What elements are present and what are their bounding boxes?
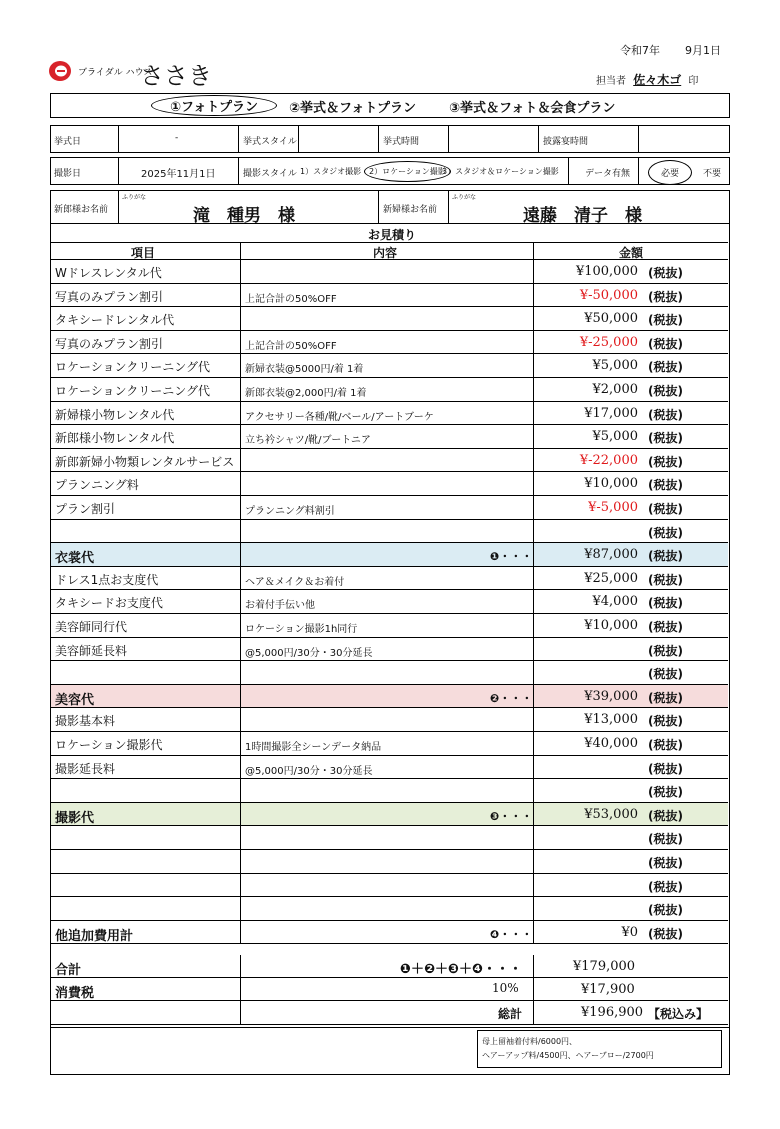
row-subtotal-mark: ❷・・・	[490, 691, 533, 705]
staff-line	[596, 71, 698, 88]
row-content: @5,000円/30分・30分延長	[245, 765, 373, 777]
estimate-row	[51, 590, 728, 614]
logo-brand-big: ささき	[140, 62, 212, 90]
plan-selector	[50, 93, 730, 118]
issue-era-year: 令和7年	[620, 44, 660, 57]
row-content: 上記合計の50%OFF	[245, 293, 337, 305]
subtotal-row	[51, 955, 728, 978]
row-tax-label: (税抜)	[648, 620, 683, 634]
consumption-tax-value: ¥17,900	[581, 982, 635, 997]
staff-label: 担当者	[596, 76, 626, 87]
estimate-row	[51, 826, 728, 850]
row-content: プランニング料割引	[245, 506, 335, 517]
row-item: プランニング料	[55, 478, 139, 493]
style-option-location[interactable]: 2）ロケーション撮影	[364, 161, 451, 182]
issue-date	[620, 42, 721, 58]
estimate-row	[51, 402, 728, 426]
plan-option-ceremony-photo-dinner[interactable]: ③挙式＆フォト＆会食プラン	[449, 101, 616, 116]
row-price: ¥10,000	[584, 618, 638, 633]
row-price: ¥13,000	[584, 712, 638, 728]
row-price: ¥17,000	[584, 405, 638, 421]
issue-month-day: 9月1日	[685, 44, 721, 57]
ceremony-time-label: 挙式時間	[383, 137, 420, 147]
row-tax-label: (税抜)	[648, 478, 683, 493]
row-price: ¥87,000	[584, 547, 638, 563]
row-tax-label: (税抜)	[648, 549, 683, 564]
row-tax-label: (税抜)	[648, 360, 683, 375]
row-item: 撮影基本料	[55, 714, 116, 729]
row-tax-label: (税抜)	[648, 856, 683, 870]
ceremony-date-value: -	[175, 133, 179, 143]
row-tax-label: (税抜)	[648, 761, 683, 776]
row-content: 上記合計の50%OFF	[245, 340, 337, 352]
subtotal-label: 合計	[55, 963, 82, 978]
row-price: ¥5,000	[592, 429, 638, 445]
data-needed-label: データ有無	[585, 169, 631, 179]
row-content: アクセサリー各種/靴/ベール/アートブーケ	[245, 411, 434, 423]
estimate-row	[51, 874, 728, 898]
row-item: 衣裳代	[55, 551, 95, 567]
estimate-row	[51, 307, 728, 331]
row-price: ¥-25,000	[579, 334, 638, 350]
row-item: ロケーション撮影代	[55, 738, 163, 752]
ceremony-date-label: 挙式日	[54, 137, 82, 147]
shoot-style-label: 撮影スタイル	[243, 169, 297, 179]
row-tax-label: (税抜)	[648, 832, 683, 847]
ceremony-style-label: 挙式スタイル	[243, 137, 297, 147]
row-tax-label: (税抜)	[648, 903, 683, 918]
estimate-row	[51, 378, 728, 402]
shoot-date-label: 撮影日	[54, 169, 82, 179]
estimate-row	[51, 708, 728, 732]
row-item: タキシードお支度代	[55, 596, 163, 611]
row-price: ¥10,000	[584, 476, 638, 492]
estimate-row	[51, 496, 728, 520]
row-price: ¥5,000	[592, 358, 638, 374]
row-item: 撮影延長料	[55, 761, 116, 776]
row-price: ¥39,000	[584, 688, 638, 704]
bride-furigana-label: ふりがな	[452, 194, 477, 201]
notes-box	[477, 1030, 722, 1068]
row-item: 他追加費用計	[55, 928, 134, 944]
estimate-row	[51, 638, 728, 662]
bride-name-label: 新婦様お名前	[383, 205, 438, 215]
row-price: ¥0	[621, 924, 638, 940]
row-item: ドレス1点お支度代	[55, 572, 159, 587]
row-item: Wドレスレンタル代	[55, 266, 162, 280]
row-subtotal-mark: ❸・・・	[490, 809, 533, 823]
row-tax-label: (税抜)	[648, 525, 683, 540]
col-amount-header: 金額	[619, 246, 644, 260]
row-item: 美容代	[55, 692, 95, 708]
estimate-header-row	[51, 243, 728, 260]
groom-furigana-label: ふりがな	[122, 194, 147, 201]
row-price: ¥-50,000	[579, 287, 638, 303]
row-tax-label: (税抜)	[648, 431, 683, 446]
grand-total-value: ¥196,900	[581, 1005, 644, 1020]
row-tax-label: (税抜)	[648, 384, 683, 398]
data-option-needed[interactable]: 必要	[648, 160, 692, 185]
seal-label: 印	[688, 76, 699, 87]
consumption-tax-label: 消費税	[55, 986, 95, 1001]
bride-name: 遠藤 清子 様	[523, 206, 642, 226]
grand-total-row	[51, 1001, 728, 1025]
estimate-title: お見積り	[368, 228, 417, 242]
row-item: 新郎新婦小物類レンタルサービス	[55, 454, 235, 469]
row-price: ¥53,000	[584, 806, 638, 822]
plan-option-photo[interactable]: ①フォトプラン	[151, 95, 277, 116]
estimate-row	[51, 779, 728, 803]
row-content: お着付手伝い他	[245, 600, 315, 612]
row-tax-label: (税抜)	[648, 808, 683, 823]
row-tax-label: (税抜)	[648, 690, 683, 705]
estimate-row	[51, 260, 728, 284]
estimate-row	[51, 732, 728, 756]
row-price: ¥2,000	[592, 382, 638, 397]
row-content: ロケーション撮影1h同行	[245, 624, 358, 635]
plan-option-ceremony-photo[interactable]: ②挙式＆フォトプラン	[289, 101, 416, 116]
row-tax-label: (税抜)	[648, 643, 683, 658]
row-content: ヘア＆メイク＆お着付	[245, 576, 345, 588]
row-item: 美容師延長料	[55, 643, 128, 658]
row-price: ¥100,000	[575, 264, 638, 279]
row-price: ¥40,000	[584, 736, 638, 751]
row-item: 撮影代	[55, 810, 95, 826]
estimate-row	[51, 567, 728, 591]
row-price: ¥50,000	[584, 311, 638, 327]
estimate-row	[51, 520, 728, 544]
consumption-tax-rate: 10%	[492, 981, 519, 995]
row-content: @5,000円/30分・30分延長	[245, 647, 373, 659]
estimate-row	[51, 354, 728, 378]
groom-name: 滝 種男 様	[193, 206, 295, 226]
estimate-subtotal-row	[51, 685, 728, 709]
names-row	[50, 190, 730, 226]
style-option-studio[interactable]: 1）スタジオ撮影	[300, 167, 362, 176]
row-price: ¥-22,000	[579, 452, 638, 468]
row-tax-label: (税抜)	[648, 879, 683, 894]
row-tax-label: (税抜)	[648, 502, 683, 516]
row-tax-label: (税抜)	[648, 596, 683, 611]
style-option-studio-location[interactable]: 3）スタジオ＆ロケーション撮影	[442, 167, 559, 176]
estimate-subtotal-row	[51, 543, 728, 567]
estimate-row	[51, 661, 728, 685]
estimate-title-row	[51, 224, 728, 243]
ceremony-info-row	[50, 125, 730, 153]
note-line-2: ヘアーアップ料/4500円、ヘアーブロー/2700円	[482, 1051, 654, 1060]
estimate-row	[51, 331, 728, 355]
estimate-row	[51, 897, 728, 921]
row-tax-label: (税抜)	[648, 336, 683, 351]
row-content: 新婦衣装@5000円/着 1着	[245, 364, 364, 376]
row-subtotal-mark: ❶・・・	[490, 550, 533, 564]
row-price: ¥25,000	[584, 570, 638, 586]
estimate-row	[51, 614, 728, 638]
grand-total-label: 総計	[498, 1007, 523, 1021]
estimate-table	[50, 223, 730, 1028]
row-item: タキシードレンタル代	[55, 313, 175, 328]
estimate-row	[51, 284, 728, 308]
estimate-row	[51, 850, 728, 874]
estimate-subtotal-row	[51, 803, 728, 827]
estimate-row	[51, 425, 728, 449]
company-logo	[48, 56, 212, 90]
row-price: ¥-5,000	[588, 500, 638, 515]
row-tax-label: (税抜)	[648, 785, 683, 800]
row-tax-label: (税抜)	[648, 454, 683, 469]
col-item-header: 項目	[131, 246, 156, 260]
row-content: 新郎衣装@2,000円/着 1着	[245, 388, 367, 399]
logo-brand-small: ブライダル ハウス	[78, 68, 153, 78]
row-price: ¥4,000	[592, 594, 638, 610]
row-tax-label: (税抜)	[648, 266, 683, 280]
groom-name-label: 新郎様お名前	[54, 205, 109, 215]
note-line-1: 母上留袖着付料/6000円、	[482, 1037, 578, 1046]
row-tax-label: (税抜)	[648, 313, 683, 328]
row-subtotal-mark: ❹・・・	[490, 927, 533, 941]
shoot-date-value: 2025年11月1日	[141, 169, 216, 180]
row-content: 1時間撮影全シーンデータ納品	[245, 742, 382, 753]
row-tax-label: (税抜)	[648, 738, 683, 752]
estimate-subtotal-row	[51, 921, 728, 945]
row-tax-label: (税抜)	[648, 407, 683, 422]
estimate-row	[51, 472, 728, 496]
row-item: 写真のみプラン割引	[55, 289, 164, 304]
subtotal-value: ¥179,000	[573, 959, 636, 974]
row-item: 写真のみプラン割引	[55, 336, 164, 351]
row-tax-label: (税抜)	[648, 289, 683, 304]
row-tax-label: (税抜)	[648, 667, 683, 682]
staff-name: 佐々木ゴ	[633, 73, 682, 87]
reception-time-label: 披露宴時間	[543, 137, 589, 147]
row-content: 立ち衿シャツ/靴/ブートニア	[245, 435, 371, 447]
data-option-not-needed[interactable]: 不要	[703, 169, 722, 179]
row-item: ロケーションクリーニング代	[55, 360, 211, 375]
estimate-row	[51, 756, 728, 780]
logo-ring-icon	[48, 60, 72, 82]
row-tax-label: (税抜)	[648, 714, 683, 729]
subtotal-formula: ❶＋❷＋❸＋❹・・・	[400, 962, 523, 977]
consumption-tax-row	[51, 978, 728, 1001]
row-tax-label: (税抜)	[648, 572, 683, 587]
row-item: 美容師同行代	[55, 620, 128, 634]
notes-area	[50, 1027, 730, 1075]
row-item: 新郎様小物レンタル代	[55, 431, 175, 446]
estimate-row	[51, 449, 728, 473]
row-item: プラン割引	[55, 502, 116, 516]
col-content-header: 内容	[373, 246, 398, 260]
shoot-info-row	[50, 157, 730, 185]
row-item: ロケーションクリーニング代	[55, 384, 211, 398]
row-tax-label: (税抜)	[648, 926, 683, 941]
row-item: 新婦様小物レンタル代	[55, 407, 175, 422]
grand-total-suffix: 【税込み】	[648, 1007, 709, 1021]
